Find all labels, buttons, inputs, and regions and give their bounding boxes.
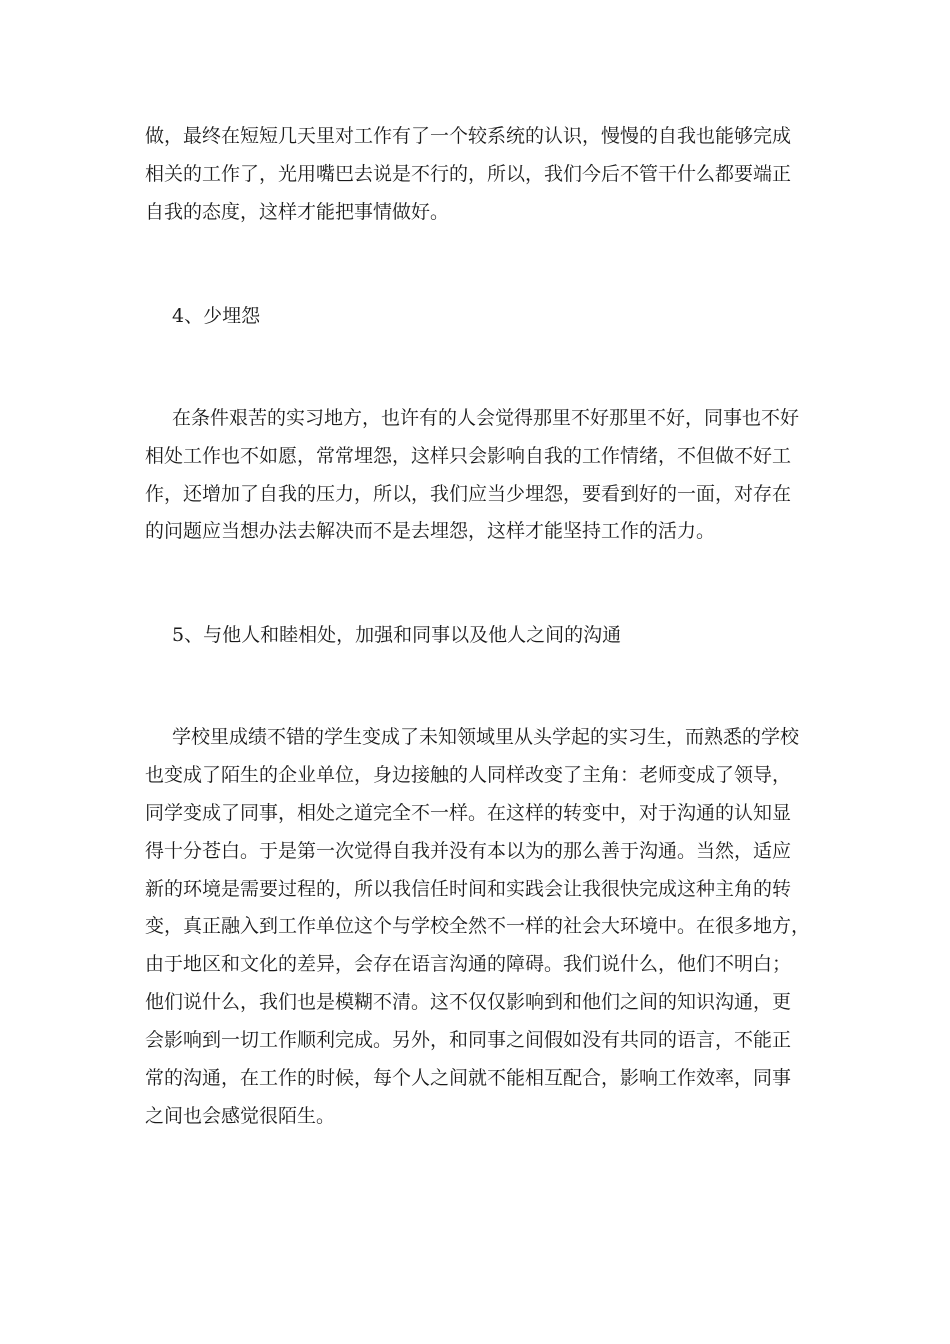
paragraph-3-line-3: 同学变成了同事，相处之道完全不一样。在这样的转变中，对于沟通的认知显	[145, 802, 792, 824]
paragraph-1-line-3: 自我的态度，这样才能把事情做好。	[145, 201, 450, 223]
paragraph-2-line-3: 作，还增加了自我的压力，所以，我们应当少埋怨，要看到好的一面，对存在	[145, 483, 792, 505]
paragraph-1-line-1: 做，最终在短短几天里对工作有了一个较系统的认识，慢慢的自我也能够完成	[145, 125, 792, 147]
section-heading-4: 4、少埋怨	[172, 305, 261, 327]
paragraph-3-line-2: 也变成了陌生的企业单位，身边接触的人同样改变了主角：老师变成了领导，	[145, 764, 792, 786]
paragraph-2-line-4: 的问题应当想办法去解决而不是去埋怨，这样才能坚持工作的活力。	[145, 520, 716, 542]
paragraph-3-line-1: 学校里成绩不错的学生变成了未知领域里从头学起的实习生，而熟悉的学校	[172, 726, 800, 748]
paragraph-3-line-10: 常的沟通，在工作的时候，每个人之间就不能相互配合，影响工作效率，同事	[145, 1067, 792, 1089]
paragraph-2-line-2: 相处工作也不如愿，常常埋怨，这样只会影响自我的工作情绪，不但做不好工	[145, 445, 792, 467]
paragraph-3-line-11: 之间也会感觉很陌生。	[145, 1105, 336, 1127]
paragraph-3-line-7: 由于地区和文化的差异，会存在语言沟通的障碍。我们说什么，他们不明白；	[145, 953, 792, 975]
paragraph-2-line-1: 在条件艰苦的实习地方，也许有的人会觉得那里不好那里不好，同事也不好	[172, 407, 800, 429]
paragraph-3-line-8: 他们说什么，我们也是模糊不清。这不仅仅影响到和他们之间的知识沟通，更	[145, 991, 792, 1013]
paragraph-3-line-5: 新的环境是需要过程的，所以我信任时间和实践会让我很快完成这种主角的转	[145, 878, 792, 900]
paragraph-3-line-9: 会影响到一切工作顺利完成。另外，和同事之间假如没有共同的语言，不能正	[145, 1029, 792, 1051]
paragraph-1-line-2: 相关的工作了，光用嘴巴去说是不行的，所以，我们今后不管干什么都要端正	[145, 163, 792, 185]
paragraph-3-line-6: 变，真正融入到工作单位这个与学校全然不一样的社会大环境中。在很多地方，	[145, 915, 811, 937]
paragraph-3-line-4: 得十分苍白。于是第一次觉得自我并没有本以为的那么善于沟通。当然，适应	[145, 840, 792, 862]
section-heading-5: 5、与他人和睦相处，加强和同事以及他人之间的沟通	[172, 624, 622, 646]
